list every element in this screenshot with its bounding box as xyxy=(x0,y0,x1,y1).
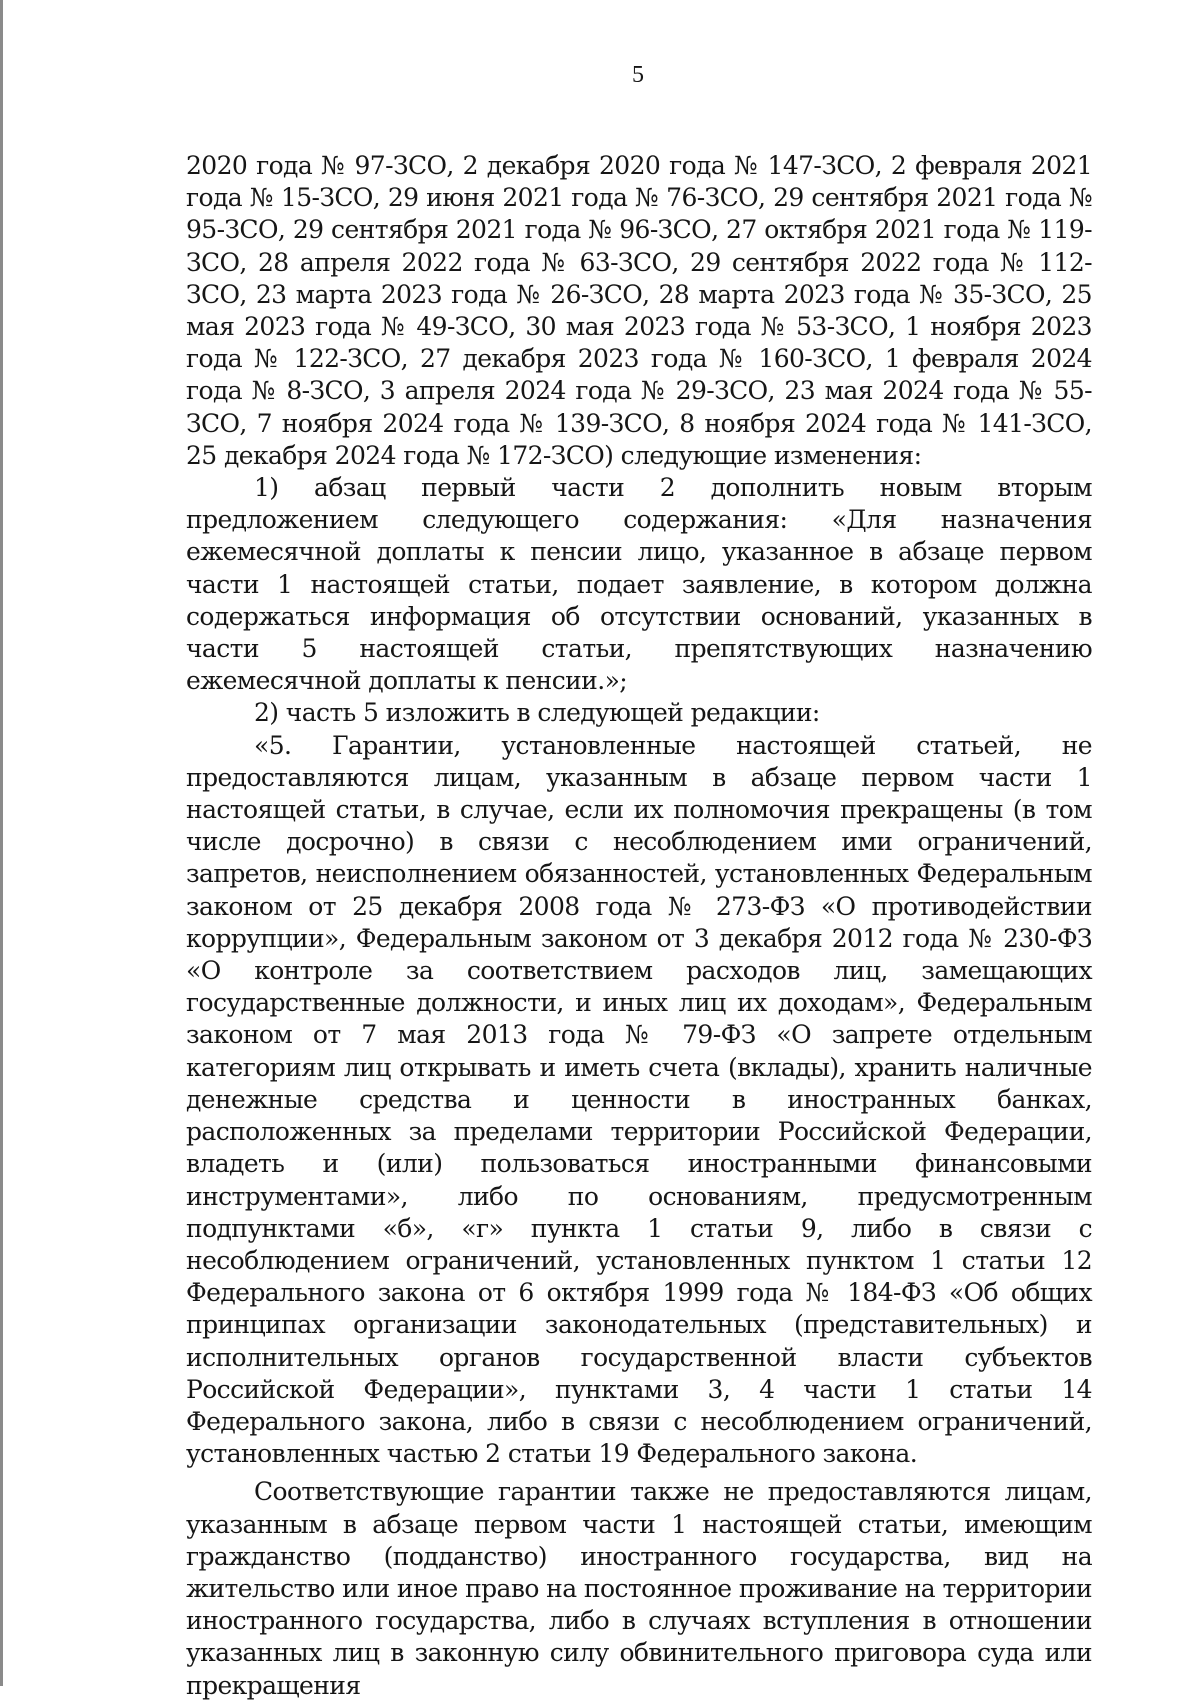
paragraph-part-5-text: «5. Гарантии, установленные настоящей статьей, не предоставляются лицам, указанным в абзаце первом части 1 настоящей статьи, в случае, если их полномочия прекращены (в том числе досрочно) в связи с несоблюдением ими ограничений, запретов, неисполнением обязанностей, установленных Федеральным законом от 25 декабря 2008 года № 273-ФЗ «О противодействии коррупции», Федеральным законом от 3 декабря 2012 года № 230-ФЗ «О контроле за соответствием расходов лиц, замещающих государственные должности, и иных лиц их доходам», Федеральным законом от 7 мая 2013 года № 79-ФЗ «О запрете отдельным категориям лиц открывать и иметь счета (вклады), хранить наличные денежные средства и ценности в иностранных банках, расположенных за пределами территории Российской Федерации, владеть и (или) пользоваться иностранными финансовыми инструментами», либо по основаниям, предусмотренным подпунктами «б», «г» пункта 1 статьи 9, либо в связи с несоблюдением ограничений, установленных пунктом 1 статьи 12 Федерального закона от 6 октября 1999 года № 184-ФЗ «Об общих принципах организации законодательных (представительных) и исполнительных органов государственной власти субъектов Российской Федерации», пунктами 3, 4 части 1 статьи 14 Федерального закона, либо в связи с несоблюдением ограничений, установленных частью 2 статьи 19 Федерального закона. xyxy=(186,730,1092,1469)
paragraph-change-2: 2) часть 5 изложить в следующей редакции: xyxy=(254,698,820,728)
paragraph-change-1: 1) абзац первый части 2 дополнить новым вторым предложением следующего содержания: «Для назначения ежемесячной доплаты к пенсии лицо, указанное в абзаце первом части 1 настоящей статьи, подает заявление, в котором должна содержаться информация об отсутствии оснований, указанных в части 5 настоящей статьи, препятствующих назначению ежемесячной доплаты к пенсии.»; xyxy=(186,473,1092,696)
page-number: 5 xyxy=(632,62,644,88)
document-body xyxy=(186,150,1092,1702)
paragraph-part-5-continued: Соответствующие гарантии также не предоставляются лицам, указанным в абзаце первом части 1 настоящей статьи, имеющим гражданство (подданство) иностранного государства, вид на жительство или иное право на постоянное проживание на территории иностранного государства, либо в случаях вступления в отношении указанных лиц в законную силу обвинительного приговора суда или прекращения xyxy=(186,1477,1092,1700)
paragraph-amended-laws-list: 2020 года № 97-ЗСО, 2 декабря 2020 года № 147-ЗСО, 2 февраля 2021 года № 15-ЗСО, 29 июня 2021 года № 76-ЗСО, 29 сентября 2021 года № 95-ЗСО, 29 сентября 2021 года № 96-ЗСО, 27 октября 2021 года № 119-ЗСО, 28 апреля 2022 года № 63-ЗСО, 29 сентября 2022 года № 112-ЗСО, 23 марта 2023 года № 26-ЗСО, 28 марта 2023 года № 35-ЗСО, 25 мая 2023 года № 49-ЗСО, 30 мая 2023 года № 53-ЗСО, 1 ноября 2023 года № 122-ЗСО, 27 декабря 2023 года № 160-ЗСО, 1 февраля 2024 года № 8-ЗСО, 3 апреля 2024 года № 29-ЗСО, 23 мая 2024 года № 55-ЗСО, 7 ноября 2024 года № 139-ЗСО, 8 ноября 2024 года № 141-ЗСО, 25 декабря 2024 года № 172-ЗСО) следующие изменения: xyxy=(186,151,1092,470)
